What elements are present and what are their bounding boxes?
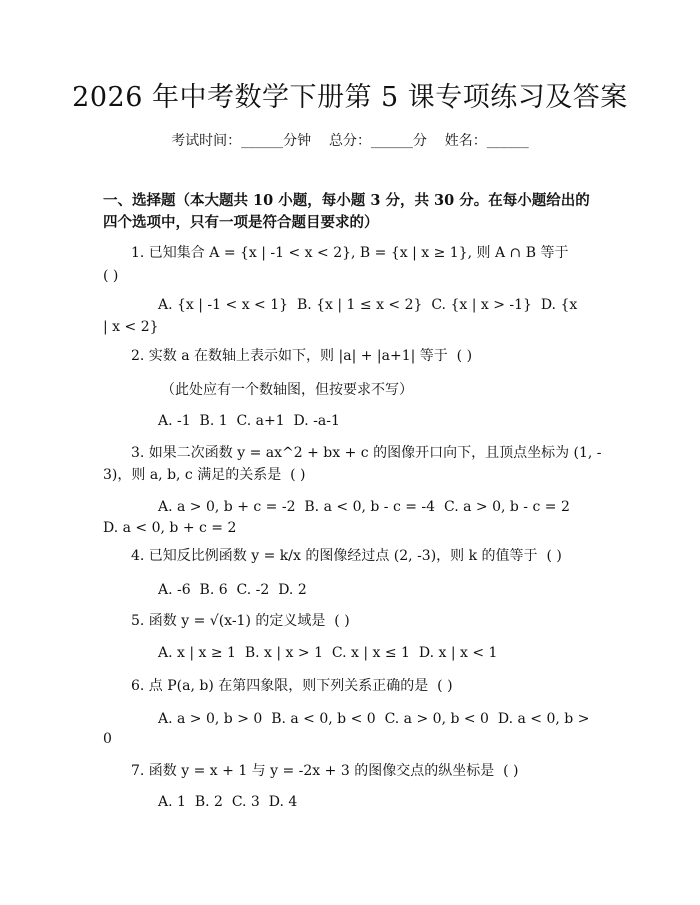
- question-2-stem: 2. 实数 a 在数轴上表示如下，则 |a| + |a+1| 等于 ( ): [131, 348, 473, 364]
- question-2-note: （此处应有一个数轴图，但按要求不写）: [161, 382, 413, 398]
- question-7-options: A. 1 B. 2 C. 3 D. 4: [158, 794, 298, 810]
- question-6-stem: 6. 点 P(a, b) 在第四象限，则下列关系正确的是 ( ): [131, 678, 453, 694]
- document-title: 2026 年中考数学下册第 5 课专项练习及答案: [72, 82, 628, 113]
- question-2-options: A. -1 B. 1 C. a+1 D. -a-1: [158, 413, 340, 429]
- question-3-options: A. a > 0, b + c = -2 B. a < 0, b - c = -4 C. a > 0, b - c = 2: [158, 499, 570, 515]
- question-7-stem: 7. 函数 y = x + 1 与 y = -2x + 3 的图像交点的纵坐标是 ( ): [131, 763, 519, 779]
- question-1-stem-cont: ( ): [103, 268, 119, 284]
- question-4-options: A. -6 B. 6 C. -2 D. 2: [158, 582, 307, 598]
- question-3-stem-cont: 3)，则 a, b, c 满足的关系是 ( ): [103, 467, 306, 483]
- question-5-options: A. x | x ≥ 1 B. x | x > 1 C. x | x ≤ 1 D. x | x < 1: [158, 645, 498, 661]
- question-6-options: A. a > 0, b > 0 B. a < 0, b < 0 C. a > 0, b < 0 D. a < 0, b >: [158, 711, 590, 727]
- question-1-stem: 1. 已知集合 A = {x | -1 < x < 2}, B = {x | x ≥ 1}, 则 A ∩ B 等于: [131, 245, 569, 261]
- exam-info-line: 考试时间：______分钟 总分：______分 姓名：______: [171, 133, 529, 149]
- question-1-options-cont: | x < 2}: [103, 319, 159, 335]
- question-4-stem: 4. 已知反比例函数 y = k/x 的图像经过点 (2, -3)，则 k 的值等于 ( ): [131, 548, 562, 564]
- question-6-options-cont: 0: [103, 731, 112, 747]
- question-3-options-cont: D. a < 0, b + c = 2: [103, 520, 237, 536]
- question-1-options: A. {x | -1 < x < 1} B. {x | 1 ≤ x < 2} C. {x | x > -1} D. {x: [158, 297, 578, 313]
- question-5-stem: 5. 函数 y = √(x-1) 的定义域是 ( ): [131, 613, 350, 629]
- section-heading: 一、选择题（本大题共 10 小题，每小题 3 分，共 30 分。在每小题给出的四个选项中，只有一项是符合题目要求的）: [103, 192, 590, 231]
- question-3-stem: 3. 如果二次函数 y = ax^2 + bx + c 的图像开口向下，且顶点坐标为 (1, -: [131, 445, 602, 461]
